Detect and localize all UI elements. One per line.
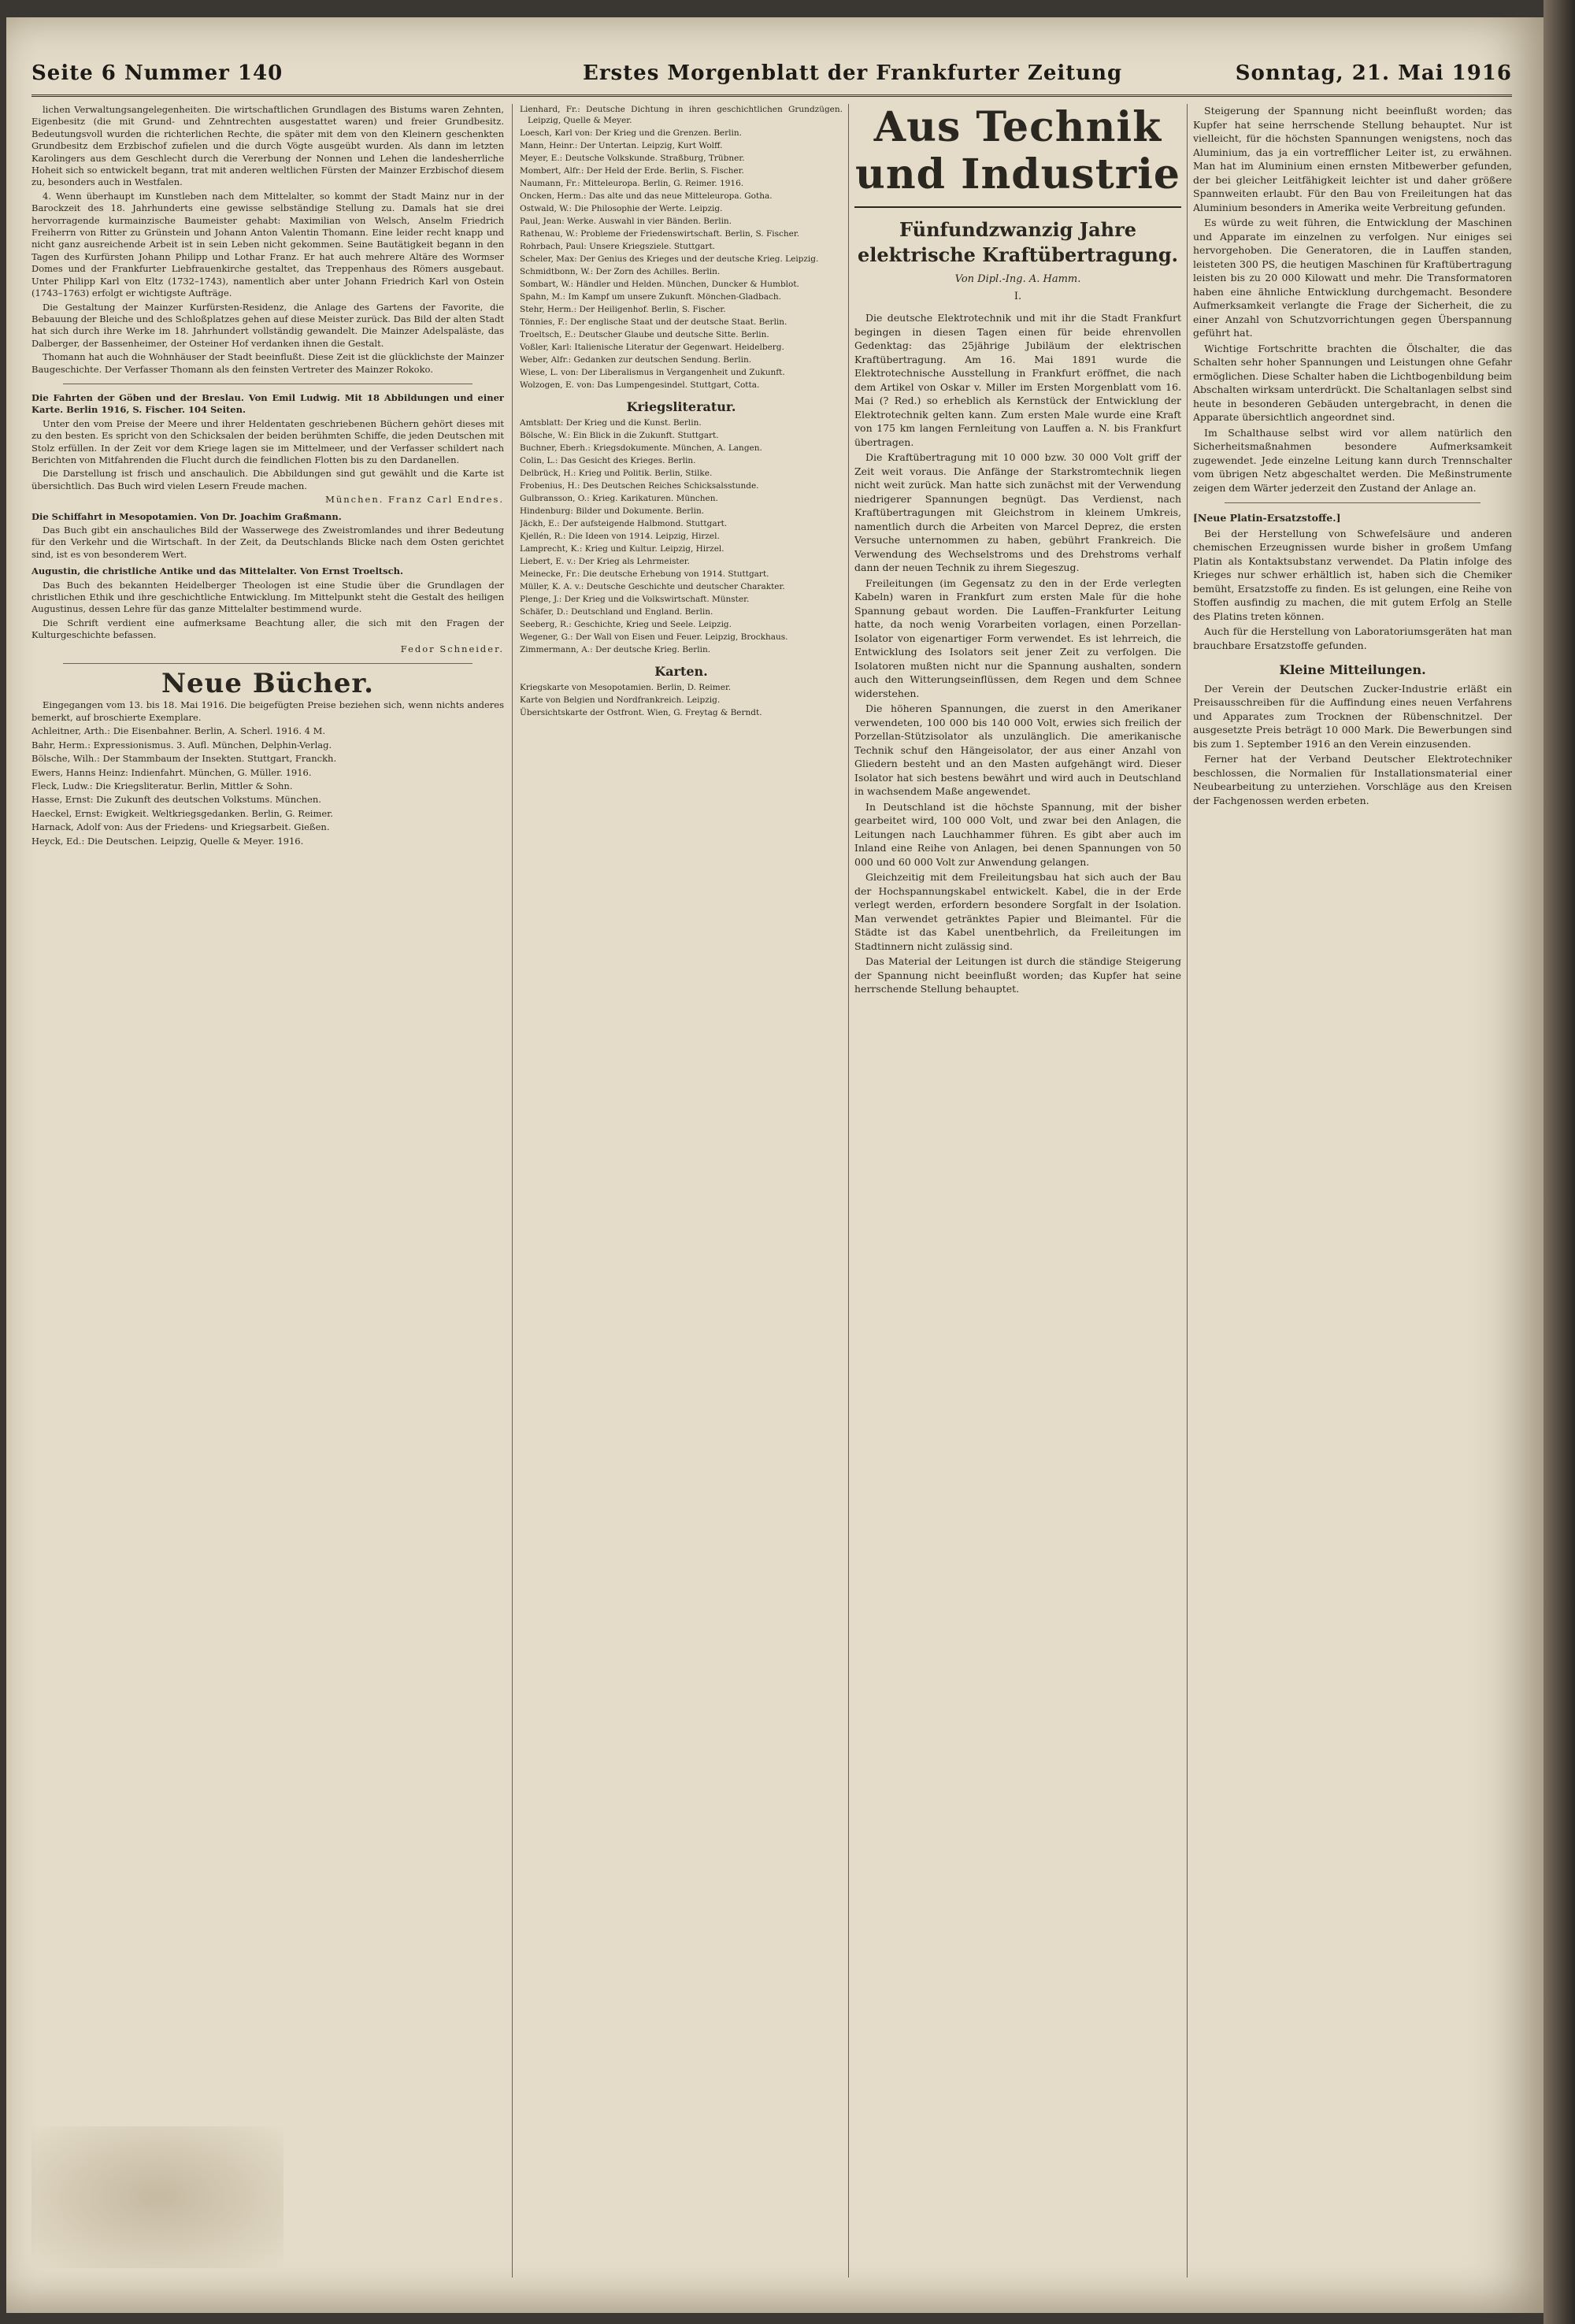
book-spine [1544, 0, 1575, 2324]
paragraph: Im Schalthause selbst wird vor allem natürlich den Sicherheitsmaßnahmen besondere Aufmerksamkeit zugewendet. Jede einzelne Leitung kann durch Trennschalter vom übrigen Netz abgeschaltet werden. Die Meßinstrumente zeigen dem Wärter jederzeit den Zustand der Anlage an. [1193, 426, 1512, 494]
column-rule [848, 104, 849, 2278]
page-number: Seite 6 Nummer 140 [32, 61, 284, 85]
divider [1225, 502, 1480, 503]
list-item: Achleitner, Arth.: Die Eisenbahner. Berlin, A. Scherl. 1916. 4 M. [32, 725, 326, 737]
paragraph: Die höheren Spannungen, die zuerst in den Amerikaner verwendeten, 100 000 bis 140 000 Volt, erwies sich freilich der Porzellan-Stützisolator als unzulänglich. Die amerikanische Technik schuf den Hängeisolator, der aus einer Anzahl von Gliedern besteht und an den Masten aufgehängt wird. Dieser Isolator hat sich bestens bewährt und wird auch in Deutschland in wachsendem Maße angewendet. [854, 702, 1181, 797]
list-item: Harnack, Adolf von: Aus der Friedens- und Kriegsarbeit. Gießen. [32, 821, 330, 833]
paragraph: Eingegangen vom 13. bis 18. Mai 1916. Die beigefügten Preise beziehen sich, wenn nichts anderes bemerkt, auf broschierte Exemplare. [32, 699, 504, 723]
list-item: Hindenburg: Bilder und Dokumente. Berlin. [520, 506, 705, 516]
paragraph: Die Gestaltung der Mainzer Kurfürsten-Residenz, die Anlage des Gartens der Favorite, die Bebauung der Bleiche und des Schloßplatzes gehen auf diese Meister zurück. Das Bild der alten Stadt hat sich durch ihre Werke im 18. Jahrhundert vollständig gewandelt. Die Mainzer Adelspaläste, das Dalberger, der Bassenheimer, der Osteiner Hof verdanken ihnen die Gestalt. [32, 301, 504, 349]
list-item: Oncken, Herm.: Das alte und das neue Mitteleuropa. Gotha. [520, 191, 773, 201]
list-item: Fleck, Ludw.: Die Kriegsliteratur. Berlin, Mittler & Sohn. [32, 780, 293, 791]
page-header [32, 55, 1512, 97]
list-item: Heyck, Ed.: Die Deutschen. Leipzig, Quelle & Meyer. 1916. [32, 835, 304, 847]
paragraph: Die Kraftübertragung mit 10 000 bzw. 30 000 Volt griff der Zeit weit voraus. Die Anfänge der Starkstromtechnik liegen nicht weit zurück. Man hatte sich zunächst mit der Verwendung niedrigerer Spannungen begnügt. Das Verdienst, nach Kraftübertragungen mit Gleichstrom in kleinem Umkreis, namentlich durch die Arbeiten von Marcel Deprez, die ersten Versuche unternommen zu haben, gebührt Frankreich. Die Verwendung des Wechselstroms und des Drehstroms verhalf dann der neuen Technik zu ihrem Siegeszug. [854, 451, 1181, 573]
list-item: Sombart, W.: Händler und Helden. München, Duncker & Humblot. [520, 280, 799, 289]
section-heading: Neue Bücher. [161, 668, 375, 700]
list-item: Spahn, M.: Im Kampf um unsere Zukunft. Mönchen-Gladbach. [520, 292, 781, 302]
list-item: Paul, Jean: Werke. Auswahl in vier Bänden. Berlin. [520, 217, 732, 226]
paragraph: lichen Verwaltungsangelegenheiten. Die wirtschaftlichen Grundlagen des Bistums waren Zehnten, Eigenbesitz (die mit Grund- und Zehntrechten ausgestattet waren) und freier Grundbesitz. Bedeutungsvoll wurden die richterlichen Rechte, die später mit dem von den Kleinern geschenkten Grundbesitz dem Erzbischof zufielen und die durch Vögte ausgeübt wurden. Als dann im letzten Karolingers aus dem Geschlecht durch die Vererbung der Nonnen und Lehen die landesherrliche Hoheit sich so entwickelt begann, trat mit anderen weltlichen Fürsten der Mainzer Erzbischof diesem zu, besonders auch in Westfalen. [32, 104, 504, 188]
list-item: Wiese, L. von: Der Liberalismus in Vergangenheit und Zukunft. [520, 368, 785, 377]
section-masthead: Aus Technik und Industrie [854, 104, 1181, 208]
section-heading: Kleine Mitteilungen. [1279, 662, 1426, 677]
review-title: Die Fahrten der Göben und der Breslau. Von Emil Ludwig. Mit 18 Abbildungen und einer Karte. Berlin 1916, S. Fischer. 104 Seiten. [32, 391, 504, 416]
paragraph: Die Schrift verdient eine aufmerksame Beachtung aller, die sich mit den Fragen der Kulturgeschichte befassen. [32, 617, 504, 641]
list-item: Rohrbach, Paul: Unsere Kriegsziele. Stuttgart. [520, 242, 716, 251]
list-item: Delbrück, H.: Krieg und Politik. Berlin, Stilke. [520, 469, 713, 478]
list-item: Lienhard, Fr.: Deutsche Dichtung in ihren geschichtlichen Grundzügen. Leipzig, Quelle & Meyer. [520, 105, 843, 125]
notice-title: [Neue Platin-Ersatzstoffe.] [1193, 512, 1341, 524]
paragraph: Der Verein der Deutschen Zucker-Industrie erläßt ein Preisausschreiben für die Auffindung eines neuen Verfahrens und Apparates zum Trocknen der Rübenschnitzel. Der ausgesetzte Preis beträgt 10 000 Mark. Die Bewerbungen sind bis zum 1. September 1916 an den Verein einzusenden. [1193, 682, 1512, 750]
list-item: Rathenau, W.: Probleme der Friedenswirtschaft. Berlin, S. Fischer. [520, 229, 800, 239]
list-item: Gulbransson, O.: Krieg. Karikaturen. München. [520, 494, 718, 503]
list-item: Schmidtbonn, W.: Der Zorn des Achilles. Berlin. [520, 267, 721, 276]
list-item: Karte von Belgien und Nordfrankreich. Leipzig. [520, 695, 721, 705]
list-item: Zimmermann, A.: Der deutsche Krieg. Berlin. [520, 645, 711, 654]
list-item: Bölsche, W.: Ein Blick in die Zukunft. Stuttgart. [520, 431, 719, 440]
newspaper-title: Erstes Morgenblatt der Frankfurter Zeitung [583, 61, 1123, 85]
section-heading: Karten. [654, 664, 708, 679]
list-item: Ewers, Hanns Heinz: Indienfahrt. München, G. Müller. 1916. [32, 766, 312, 778]
list-item: Meinecke, Fr.: Die deutsche Erhebung von 1914. Stuttgart. [520, 569, 769, 579]
list-item: Loesch, Karl von: Der Krieg und die Grenzen. Berlin. [520, 128, 742, 138]
paragraph: Ferner hat der Verband Deutscher Elektrotechniker beschlossen, die Normalien für Installationsmaterial einer Neubearbeitung zu unterziehen. Vorschläge aus den Kreisen der Fachgenossen werden erbeten. [1193, 753, 1512, 806]
list-item: Seeberg, R.: Geschichte, Krieg und Seele. Leipzig. [520, 620, 732, 629]
column-1 [32, 104, 504, 2278]
article-title: Fünfundzwanzig Jahre elektrische Kraftübertragung. [857, 218, 1179, 266]
list-item: Stehr, Herm.: Der Heiligenhof. Berlin, S. Fischer. [520, 305, 726, 314]
paragraph: Die Darstellung ist frisch und anschaulich. Die Abbildungen sind gut gewählt und die Karte ist übersichtlich. Das Buch wird vielen Lesern Freude machen. [32, 468, 504, 491]
list-item: Kriegskarte von Mesopotamien. Berlin, D. Reimer. [520, 683, 732, 692]
list-item: Colin, L.: Das Gesicht des Krieges. Berlin. [520, 456, 696, 465]
column-rule [512, 104, 513, 2278]
article-part: I. [1014, 290, 1022, 302]
list-item: Wegener, G.: Der Wall von Eisen und Feuer. Leipzig, Brockhaus. [520, 632, 788, 642]
list-item: Weber, Alfr.: Gedanken zur deutschen Sendung. Berlin. [520, 355, 752, 365]
list-item: Plenge, J.: Der Krieg und die Volkswirtschaft. Münster. [520, 595, 750, 604]
article-author: Von Dipl.-Ing. A. Hamm. [954, 273, 1081, 285]
list-item: Meyer, E.: Deutsche Volkskunde. Straßburg, Trübner. [520, 154, 745, 163]
paragraph: Es würde zu weit führen, die Entwicklung der Maschinen und Apparate im einzelnen zu verfolgen. Nur einiges sei hervorgehoben. Die Generatoren, die in Lauffen standen, leisteten 300 PS, die heutigen Maschinen für Kraftübertragung leisten bis zu 20 000 Kilowatt und mehr. Die Transformatoren haben eine ähnliche Entwicklung durchgemacht. Besondere Aufmerksamkeit verlangte die Frage der Sicherheit, die zu einer Anzahl von Schutzvorrichtungen gegen Überspannung geführt hat. [1193, 217, 1512, 339]
list-item: Lamprecht, K.: Krieg und Kultur. Leipzig, Hirzel. [520, 544, 724, 554]
issue-date: Sonntag, 21. Mai 1916 [1235, 61, 1512, 85]
list-item: Frobenius, H.: Des Deutschen Reiches Schicksalsstunde. [520, 481, 759, 491]
paragraph: Wichtige Fortschritte brachten die Ölschalter, die das Schalten sehr hoher Spannungen und Leistungen ohne Gefahr ermöglichen. Diese Schalter haben die Lichtbogenbildung beim Abschalten wirksam unterdrückt. Die Schaltanlagen selbst sind heute in besonderen Gebäuden untergebracht, in denen die Apparate übersichtlich angeordnet sind. [1193, 342, 1512, 423]
list-item: Ostwald, W.: Die Philosophie der Werte. Leipzig. [520, 204, 723, 213]
paragraph: In Deutschland ist die höchste Spannung, mit der bisher gearbeitet wird, 100 000 Volt, und zwar bei den Anlagen, die Leitungen nach Lauchhammer führen. Es gibt aber auch im Inland eine Reihe von Anlagen, bei denen Spannungen von 50 000 und 60 000 Volt zur Anwendung gelangen. [854, 800, 1181, 868]
list-item: Übersichtskarte der Ostfront. Wien, G. Freytag & Berndt. [520, 708, 762, 717]
list-item: Kjellén, R.: Die Ideen von 1914. Leipzig, Hirzel. [520, 532, 720, 541]
column-4 [1193, 104, 1512, 2278]
list-item: Troeltsch, E.: Deutscher Glaube und deutsche Sitte. Berlin. [520, 330, 769, 339]
review-title: Augustin, die christliche Antike und das Mittelalter. Von Ernst Troeltsch. [32, 565, 403, 577]
paper-stain [32, 2126, 284, 2268]
paragraph: Freileitungen (im Gegensatz zu den in der Erde verlegten Kabeln) waren in Frankfurt zum ersten Male für die hohe Spannung gebaut worden. Die Lauffen–Frankfurter Leitung hatte, da noch wenig Vorarbeiten vorlagen, einen Porzellan-Isolator von eigenartiger Form verwendet. Es ist lehrreich, die Entwicklung des Isolators seit jener Zeit zu verfolgen. Die Isolatoren mußten nicht nur die Spannung aushalten, sondern auch den Witterungseinflüssen, dem Regen und dem Schnee widerstehen. [854, 576, 1181, 699]
paragraph: Bei der Herstellung von Schwefelsäure und anderen chemischen Erzeugnissen wurde bisher in großem Umfang Platin als Kontaktsubstanz verwendet. Da Platin infolge des Krieges nur schwer erhältlich ist, haben sich die Chemiker bemüht, Ersatzstoffe zu finden. Es ist gelungen, eine Reihe von Stoffen ausfindig zu machen, die mit gutem Erfolg an Stelle des Platins treten können. [1193, 527, 1512, 622]
list-item: Naumann, Fr.: Mitteleuropa. Berlin, G. Reimer. 1916. [520, 179, 744, 188]
list-item: Voßler, Karl: Italienische Literatur der Gegenwart. Heidelberg. [520, 343, 784, 352]
list-item: Scheler, Max: Der Genius des Krieges und der deutsche Krieg. Leipzig. [520, 254, 819, 264]
list-item: Mombert, Alfr.: Der Held der Erde. Berlin, S. Fischer. [520, 166, 744, 176]
list-item: Schäfer, D.: Deutschland und England. Berlin. [520, 607, 713, 617]
list-item: Hasse, Ernst: Die Zukunft des deutschen Volkstums. München. [32, 794, 321, 806]
column-3 [854, 104, 1181, 2278]
list-item: Tönnies, F.: Der englische Staat und der deutsche Staat. Berlin. [520, 317, 788, 327]
divider [63, 663, 472, 664]
list-item: Liebert, E. v.: Der Krieg als Lehrmeister. [520, 557, 690, 566]
list-item: Wolzogen, E. von: Das Lumpengesindel. Stuttgart, Cotta. [520, 380, 760, 390]
list-item: Haeckel, Ernst: Ewigkeit. Weltkriegsgedanken. Berlin, G. Reimer. [32, 807, 334, 819]
signature: München. Franz Carl Endres. [325, 494, 504, 506]
list-item: Mann, Heinr.: Der Untertan. Leipzig, Kurt Wolff. [520, 141, 723, 150]
paragraph: Unter den vom Preise der Meere und ihrer Heldentaten geschriebenen Büchern gehört dieses mit zu den besten. Es spricht von den Schicksalen der beiden berühmten Schiffe, die jeden Deutschen mit Stolz erfüllen. In der Zeit vor dem Kriege lagen sie im Mittelmeer, und der Verfasser schildert nach Berichten von Mitfahrenden die Flucht durch die feindlichen Flotten bis zu den Dardanellen. [32, 417, 504, 465]
paragraph: Auch für die Herstellung von Laboratoriumsgeräten hat man brauchbare Ersatzstoffe gefunden. [1193, 625, 1512, 651]
list-item: Bahr, Herm.: Expressionismus. 3. Aufl. München, Delphin-Verlag. [32, 739, 332, 751]
paragraph: Steigerung der Spannung nicht beeinflußt worden; das Kupfer hat seine herrschende Stellung behauptet. Nur ist vielleicht, für die höchsten Spannungen wenigstens, noch das Aluminium, das ja ein vortrefflicher Leiter ist, zu erwähnen. Man hat im Aluminium einen ernsten Mitbewerber gefunden, der bei gleicher Leitfähigkeit leichter ist und daher größere Spannweiten erlaubt. Für den Bau von Freileitungen hat das Aluminium besonders in Amerika weite Verbreitung gefunden. [1193, 105, 1512, 213]
review-title: Die Schiffahrt in Mesopotamien. Von Dr. Joachim Graßmann. [32, 510, 342, 522]
list-item: Buchner, Eberh.: Kriegsdokumente. München, A. Langen. [520, 443, 762, 453]
list-item: Bölsche, Wilh.: Der Stammbaum der Insekten. Stuttgart, Franckh. [32, 753, 337, 765]
signature: Fedor Schneider. [400, 643, 504, 654]
paragraph: Gleichzeitig mit dem Freileitungsbau hat sich auch der Bau der Hochspannungskabel entwickelt. Kabel, die in der Erde verlegt werden, erfordern besondere Sorgfalt in der Isolation. Man verwendet getränktes Papier und Bleimantel. Für die Städte ist das Kabel unentbehrlich, da Freileitungen im Stadtinnern nicht zulässig sind. [854, 871, 1181, 952]
paragraph: 4. Wenn überhaupt im Kunstleben nach dem Mittelalter, so kommt der Stadt Mainz nur in der Barockzeit des 18. Jahrhunderts eine gewisse selbständige Stellung zu. Damals hat sie drei hervorragende kurmainzische Baumeister gehabt: Maximilian von Welsch, Anselm Friedrich Freiherrn von Ritter zu Grünstein und Johann Anton Valentin Thomann. Eine leider recht knapp und nicht ganz ausreichende Arbeit ist in sein Leben nicht gekommen. Seine Bautätigkeit begann in den Tagen des Kurfürsten Johann Philipp und Lothar Franz. Er hat auch mehrere Altäre des Wormser Domes und der Frankfurter Liebfrauenkirche gestaltet, das Treppenhaus des Römers ausgebaut. Unter Philipp Karl von Eltz (1732–1743), namentlich aber unter Johann Friedrich Karl von Ostein (1743–1763) erfolgt er wichtigste Aufträge. [32, 190, 504, 299]
column-rule [1187, 104, 1188, 2278]
paragraph: Das Buch gibt ein anschauliches Bild der Wasserwege des Zweistromlandes und ihrer Bedeutung für den Verkehr und die Wirtschaft. In der Zeit, da Deutschlands Blicke nach dem Osten gerichtet sind, ist es von besonderem Wert. [32, 524, 504, 560]
section-heading: Kriegsliteratur. [626, 399, 736, 414]
column-2 [520, 104, 843, 2278]
list-item: Jäckh, E.: Der aufsteigende Halbmond. Stuttgart. [520, 519, 728, 528]
paragraph: Das Material der Leitungen ist durch die ständige Steigerung der Spannung nicht beeinflußt worden; das Kupfer hat seine herrschende Stellung behauptet. [854, 955, 1181, 995]
list-item: Amtsblatt: Der Krieg und die Kunst. Berlin. [520, 418, 702, 428]
list-item: Müller, K. A. v.: Deutsche Geschichte und deutscher Charakter. [520, 582, 785, 591]
paragraph: Das Buch des bekannten Heidelberger Theologen ist eine Studie über die Grundlagen der christlichen Ethik und ihre geschichtliche Entwicklung. Im Mittelpunkt steht die Gestalt des heiligen Augustinus, dessen Lehre für das ganze Mittelalter bestimmend wurde. [32, 579, 504, 615]
paragraph: Die deutsche Elektrotechnik und mit ihr die Stadt Frankfurt begingen in diesen Tagen einen für beide ehrenvollen Gedenktag: das 25jährige Jubiläum der elektrischen Kraftübertragung. Am 16. Mai 1891 wurde die Elektrotechnische Ausstellung in Frankfurt eröffnet, die nach dem Artikel von Oskar v. Miller im Ersten Morgenblatt vom 16. Mai (? Red.) so erheblich als Kernstück der Entwicklung der Elektrotechnik gelten kann. Zum ersten Male wurde eine Kraft von 175 km langen Fernleitung von Lauffen a. N. bis Frankfurt übertragen. [854, 312, 1181, 448]
paragraph: Thomann hat auch die Wohnhäuser der Stadt beeinflußt. Diese Zeit ist die glücklichste der Mainzer Baugeschichte. Der Verfasser Thomann als den feinsten Vertreter des Mainzer Rokoko. [32, 351, 504, 375]
